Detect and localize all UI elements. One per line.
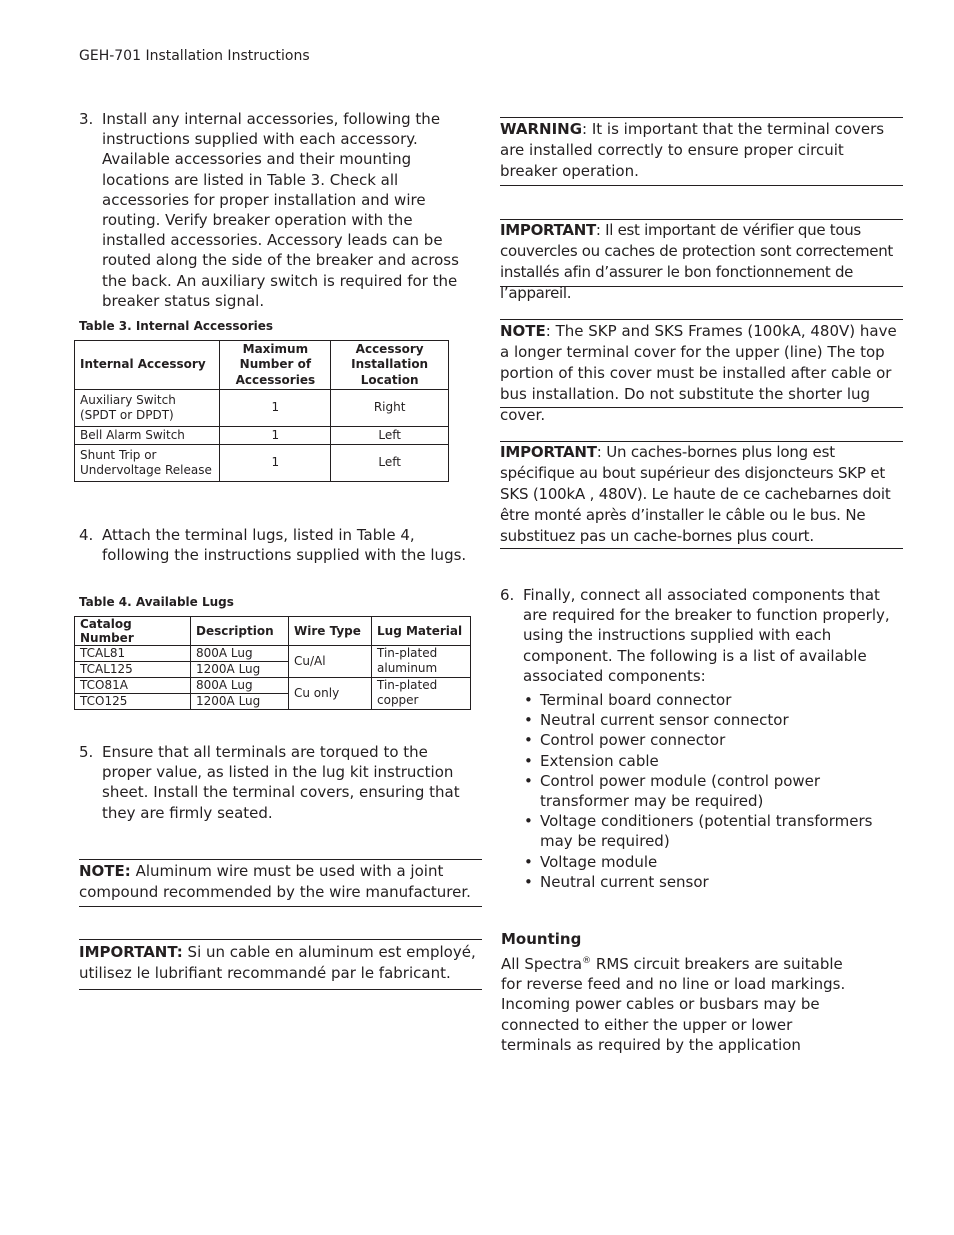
table-row: [75, 427, 449, 445]
table-3-caption: Table 3. Internal Accessories: [79, 319, 274, 333]
note-text: : The SKP and SKS Frames (100kA, 480V) have a longer terminal cover for the upper (line) The top portion of this cover must be installed after cable or bus installation. Do not substitute the shorter lug cover.: [500, 322, 897, 424]
table-cell: Tin-plated copper: [372, 678, 471, 710]
step-text: Attach the terminal lugs, listed in Table 4, following the instructions supplied with the lugs.: [102, 526, 467, 565]
step-4: [79, 525, 474, 567]
table-header: Wire Type: [289, 617, 372, 646]
table-header: Accessory Installation Location: [331, 341, 449, 390]
important-label: IMPORTANT:: [79, 943, 183, 961]
list-item: • Extension cable: [524, 751, 659, 770]
note-label: NOTE: [500, 322, 546, 340]
available-lugs-table: [74, 616, 471, 710]
list-item: • Neutral current sensor: [524, 872, 709, 891]
step-text: Install any internal accessories, following the instructions supplied with each accessory. Available accessories and their mounting locations are listed in Table 3. Check all accessories for proper installation and wire routing. Verify breaker operation with the installed accessories. Accessory leads can be routed along the side of the breaker and across the back. An auxiliary switch is required for the breaker status signal.: [102, 110, 459, 310]
step-text: Finally, connect all associated components that are required for the breaker to function properly, using the instructions supplied with each component. The following is a list of available associated components:: [523, 586, 890, 685]
note-aluminum-box: [79, 859, 482, 907]
note-label: NOTE:: [79, 862, 131, 880]
table-cell: Left: [331, 427, 449, 445]
table-header: Description: [191, 617, 289, 646]
step-3: [79, 109, 474, 310]
table-cell: 1: [220, 390, 331, 427]
table-cell: Tin-plated aluminum: [372, 646, 471, 678]
step-number: 6.: [500, 586, 515, 604]
table-row: [75, 646, 471, 662]
table-cell: 1: [220, 445, 331, 482]
table-cell: Bell Alarm Switch: [75, 427, 220, 445]
table-cell: TCAL81: [75, 646, 191, 662]
step-number: 3.: [79, 110, 94, 128]
list-item: • Terminal board connector: [524, 691, 732, 709]
important-label: IMPORTANT: [500, 221, 596, 239]
table-cell: Auxiliary Switch (SPDT or DPDT): [75, 390, 220, 427]
table-header: Catalog Number: [75, 617, 191, 646]
table-cell: 800A Lug: [191, 678, 289, 694]
mounting-heading: Mounting: [501, 930, 582, 948]
page-header: GEH-701 Installation Instructions: [79, 48, 310, 64]
list-item: • Voltage module: [524, 852, 658, 871]
step-number: 5.: [79, 743, 94, 761]
table-row: [75, 390, 449, 427]
important-label: IMPORTANT: [500, 443, 597, 461]
table-row: [75, 445, 449, 482]
table-cell: 1200A Lug: [191, 662, 289, 678]
important-text: Si un cable en aluminum est employé, utilisez le lubrifiant recommandé par le fabricant.: [79, 943, 476, 982]
table-cell: TCO125: [75, 694, 191, 710]
important-aluminum-box: [79, 939, 482, 990]
table-row: [75, 678, 471, 694]
list-item: • Voltage conditioners (potential transformers may be required): [524, 812, 873, 851]
internal-accessories-table: [74, 340, 449, 482]
important-skp-box: [500, 441, 903, 549]
warning-label: WARNING: [500, 120, 583, 138]
table-header: Internal Accessory: [75, 341, 220, 390]
table-cell: TCAL125: [75, 662, 191, 678]
step-5: [79, 742, 479, 826]
table-cell: 800A Lug: [191, 646, 289, 662]
table-cell: TCO81A: [75, 678, 191, 694]
list-item: • Neutral current sensor connector: [524, 711, 789, 730]
warning-text: : It is important that the terminal covers are installed correctly to ensure proper circuit breaker operation.: [500, 120, 885, 180]
list-item: • Control power connector: [524, 731, 726, 750]
table-cell: Left: [331, 445, 449, 482]
table-cell: Shunt Trip or Undervoltage Release: [75, 445, 220, 482]
warning-box: [500, 117, 903, 186]
table-cell: Cu/Al: [289, 646, 372, 678]
table-cell: Right: [331, 390, 449, 427]
important-text: : Un caches-bornes plus long est spécifique au bout supérieur des disjoncteurs SKP et SKS (100kA , 480V). Le haute de ce cachebarnes doit être monté après d’installer le câble ou le bus. Ne substituez pas un cache-bornes plus court.: [500, 443, 891, 545]
important-text: : Il est important de vérifier que tous couvercles ou caches de protection sont correctement installés afin d’assurer le bon fonctionnement de l’appareil.: [500, 221, 893, 302]
step-number: 4.: [79, 526, 94, 544]
important-covers-box: [500, 219, 903, 302]
mounting-text: All Spectra® RMS circuit breakers are suitable for reverse feed and no line or load markings. Incoming power cables or busbars may be connected to either the upper or lower terminals as required by the application: [501, 955, 846, 1054]
step-text: Ensure that all terminals are torqued to the proper value, as listed in the lug kit instruction sheet. Install the terminal covers, ensuring that they are firmly seated.: [102, 743, 460, 822]
step-6: [500, 585, 900, 688]
table-cell: Cu only: [289, 678, 372, 710]
table-cell: 1: [220, 427, 331, 445]
table-4-caption: Table 4. Available Lugs: [79, 595, 234, 609]
list-item: • Control power module (control power transformer may be required): [524, 771, 821, 811]
table-cell: 1200A Lug: [191, 694, 289, 710]
note-skp-box: [500, 319, 903, 424]
table-header: Maximum Number of Accessories: [220, 341, 331, 390]
component-list: [524, 690, 900, 892]
note-text: Aluminum wire must be used with a joint compound recommended by the wire manufacturer.: [79, 862, 471, 901]
table-header: Lug Material: [372, 617, 471, 646]
